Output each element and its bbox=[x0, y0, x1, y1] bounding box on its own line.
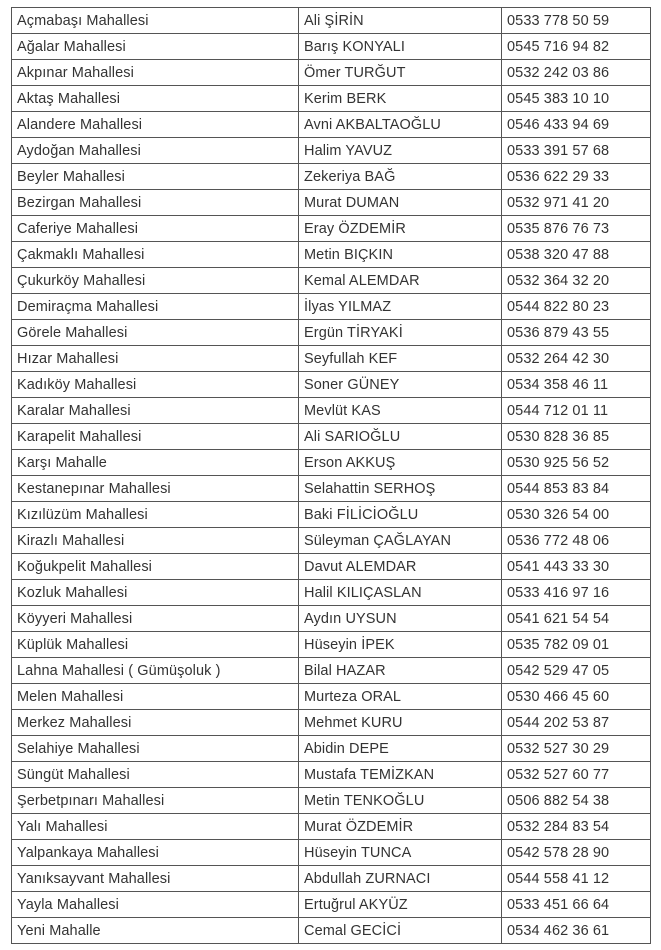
headman-name-cell: Seyfullah KEF bbox=[299, 346, 502, 372]
phone-cell: 0530 466 45 60 bbox=[502, 684, 651, 710]
neighborhood-cell: Aktaş Mahallesi bbox=[12, 86, 299, 112]
headman-name-cell: Aydın UYSUN bbox=[299, 606, 502, 632]
headman-name-cell: Metin TENKOĞLU bbox=[299, 788, 502, 814]
headman-name-cell: Ertuğrul AKYÜZ bbox=[299, 892, 502, 918]
table-row bbox=[12, 502, 651, 528]
table-row bbox=[12, 892, 651, 918]
table-row bbox=[12, 398, 651, 424]
headman-name-cell: Murat ÖZDEMİR bbox=[299, 814, 502, 840]
headman-name-cell: Bilal HAZAR bbox=[299, 658, 502, 684]
phone-cell: 0545 383 10 10 bbox=[502, 86, 651, 112]
phone-cell: 0546 433 94 69 bbox=[502, 112, 651, 138]
headman-name-cell: Murteza ORAL bbox=[299, 684, 502, 710]
neighborhood-cell: Köyyeri Mahallesi bbox=[12, 606, 299, 632]
table-row bbox=[12, 476, 651, 502]
phone-cell: 0536 879 43 55 bbox=[502, 320, 651, 346]
table-row bbox=[12, 320, 651, 346]
table-row bbox=[12, 86, 651, 112]
headman-name-cell: Süleyman ÇAĞLAYAN bbox=[299, 528, 502, 554]
phone-cell: 0532 264 42 30 bbox=[502, 346, 651, 372]
table-row bbox=[12, 346, 651, 372]
phone-cell: 0534 358 46 11 bbox=[502, 372, 651, 398]
neighborhood-cell: Yeni Mahalle bbox=[12, 918, 299, 944]
phone-cell: 0541 443 33 30 bbox=[502, 554, 651, 580]
phone-cell: 0533 778 50 59 bbox=[502, 8, 651, 34]
neighborhood-cell: Yalpankaya Mahallesi bbox=[12, 840, 299, 866]
neighborhood-cell: Ağalar Mahallesi bbox=[12, 34, 299, 60]
phone-cell: 0536 622 29 33 bbox=[502, 164, 651, 190]
headman-name-cell: Cemal GECİCİ bbox=[299, 918, 502, 944]
headman-name-cell: Hüseyin TUNCA bbox=[299, 840, 502, 866]
neighborhood-cell: Küplük Mahallesi bbox=[12, 632, 299, 658]
phone-cell: 0542 578 28 90 bbox=[502, 840, 651, 866]
phone-cell: 0542 529 47 05 bbox=[502, 658, 651, 684]
headman-name-cell: Kerim BERK bbox=[299, 86, 502, 112]
headman-name-cell: Mehmet KURU bbox=[299, 710, 502, 736]
neighborhood-cell: Yalı Mahallesi bbox=[12, 814, 299, 840]
neighborhood-cell: Görele Mahallesi bbox=[12, 320, 299, 346]
phone-cell: 0532 527 30 29 bbox=[502, 736, 651, 762]
table-row bbox=[12, 788, 651, 814]
neighborhood-cell: Koğukpelit Mahallesi bbox=[12, 554, 299, 580]
table-row bbox=[12, 34, 651, 60]
neighborhood-cell: Akpınar Mahallesi bbox=[12, 60, 299, 86]
phone-cell: 0532 971 41 20 bbox=[502, 190, 651, 216]
neighborhood-cell: Süngüt Mahallesi bbox=[12, 762, 299, 788]
phone-cell: 0532 527 60 77 bbox=[502, 762, 651, 788]
phone-cell: 0544 853 83 84 bbox=[502, 476, 651, 502]
neighborhood-cell: Yanıksayvant Mahallesi bbox=[12, 866, 299, 892]
neighborhood-cell: Karşı Mahalle bbox=[12, 450, 299, 476]
table-row bbox=[12, 372, 651, 398]
table-row bbox=[12, 866, 651, 892]
headman-name-cell: Erson AKKUŞ bbox=[299, 450, 502, 476]
phone-cell: 0506 882 54 38 bbox=[502, 788, 651, 814]
table-row bbox=[12, 450, 651, 476]
headmen-table bbox=[11, 7, 651, 944]
phone-cell: 0544 822 80 23 bbox=[502, 294, 651, 320]
headman-name-cell: Davut ALEMDAR bbox=[299, 554, 502, 580]
neighborhood-cell: Açmabaşı Mahallesi bbox=[12, 8, 299, 34]
headman-name-cell: Halil KILIÇASLAN bbox=[299, 580, 502, 606]
table-row bbox=[12, 840, 651, 866]
phone-cell: 0541 621 54 54 bbox=[502, 606, 651, 632]
phone-cell: 0534 462 36 61 bbox=[502, 918, 651, 944]
phone-cell: 0530 925 56 52 bbox=[502, 450, 651, 476]
headman-name-cell: Abidin DEPE bbox=[299, 736, 502, 762]
table-row bbox=[12, 294, 651, 320]
headman-name-cell: Zekeriya BAĞ bbox=[299, 164, 502, 190]
headman-name-cell: Selahattin SERHOŞ bbox=[299, 476, 502, 502]
phone-cell: 0533 416 97 16 bbox=[502, 580, 651, 606]
headman-name-cell: Mevlüt KAS bbox=[299, 398, 502, 424]
phone-cell: 0532 364 32 20 bbox=[502, 268, 651, 294]
headman-name-cell: Soner GÜNEY bbox=[299, 372, 502, 398]
headman-name-cell: Barış KONYALI bbox=[299, 34, 502, 60]
table-row bbox=[12, 762, 651, 788]
table-row bbox=[12, 242, 651, 268]
phone-cell: 0533 451 66 64 bbox=[502, 892, 651, 918]
neighborhood-cell: Çukurköy Mahallesi bbox=[12, 268, 299, 294]
phone-cell: 0545 716 94 82 bbox=[502, 34, 651, 60]
neighborhood-cell: Melen Mahallesi bbox=[12, 684, 299, 710]
table-row bbox=[12, 632, 651, 658]
neighborhood-cell: Çakmaklı Mahallesi bbox=[12, 242, 299, 268]
neighborhood-cell: Beyler Mahallesi bbox=[12, 164, 299, 190]
neighborhood-cell: Merkez Mahallesi bbox=[12, 710, 299, 736]
table-row bbox=[12, 736, 651, 762]
table-row bbox=[12, 710, 651, 736]
headman-name-cell: Mustafa TEMİZKAN bbox=[299, 762, 502, 788]
phone-cell: 0538 320 47 88 bbox=[502, 242, 651, 268]
phone-cell: 0532 284 83 54 bbox=[502, 814, 651, 840]
headman-name-cell: Ömer TURĞUT bbox=[299, 60, 502, 86]
neighborhood-cell: Aydoğan Mahallesi bbox=[12, 138, 299, 164]
neighborhood-cell: Kirazlı Mahallesi bbox=[12, 528, 299, 554]
headman-name-cell: Murat DUMAN bbox=[299, 190, 502, 216]
neighborhood-cell: Kozluk Mahallesi bbox=[12, 580, 299, 606]
table-row bbox=[12, 112, 651, 138]
headman-name-cell: Avni AKBALTAOĞLU bbox=[299, 112, 502, 138]
phone-cell: 0533 391 57 68 bbox=[502, 138, 651, 164]
table-row bbox=[12, 684, 651, 710]
headman-name-cell: Ergün TİRYAKİ bbox=[299, 320, 502, 346]
table-row bbox=[12, 8, 651, 34]
neighborhood-cell: Demiraçma Mahallesi bbox=[12, 294, 299, 320]
table-row bbox=[12, 658, 651, 684]
headman-name-cell: Hüseyin İPEK bbox=[299, 632, 502, 658]
neighborhood-cell: Şerbetpınarı Mahallesi bbox=[12, 788, 299, 814]
neighborhood-cell: Yayla Mahallesi bbox=[12, 892, 299, 918]
phone-cell: 0544 712 01 11 bbox=[502, 398, 651, 424]
table-row bbox=[12, 268, 651, 294]
neighborhood-cell: Karapelit Mahallesi bbox=[12, 424, 299, 450]
neighborhood-cell: Kızılüzüm Mahallesi bbox=[12, 502, 299, 528]
neighborhood-cell: Kestanepınar Mahallesi bbox=[12, 476, 299, 502]
headmen-directory bbox=[11, 7, 650, 944]
neighborhood-cell: Bezirgan Mahallesi bbox=[12, 190, 299, 216]
phone-cell: 0544 202 53 87 bbox=[502, 710, 651, 736]
neighborhood-cell: Caferiye Mahallesi bbox=[12, 216, 299, 242]
headman-name-cell: Baki FİLİCİOĞLU bbox=[299, 502, 502, 528]
phone-cell: 0544 558 41 12 bbox=[502, 866, 651, 892]
headman-name-cell: Eray ÖZDEMİR bbox=[299, 216, 502, 242]
neighborhood-cell: Karalar Mahallesi bbox=[12, 398, 299, 424]
neighborhood-cell: Hızar Mahallesi bbox=[12, 346, 299, 372]
table-row bbox=[12, 606, 651, 632]
table-row bbox=[12, 814, 651, 840]
neighborhood-cell: Lahna Mahallesi ( Gümüşoluk ) bbox=[12, 658, 299, 684]
table-body bbox=[12, 8, 651, 944]
headman-name-cell: Ali ŞİRİN bbox=[299, 8, 502, 34]
headman-name-cell: İlyas YILMAZ bbox=[299, 294, 502, 320]
headman-name-cell: Kemal ALEMDAR bbox=[299, 268, 502, 294]
table-row bbox=[12, 190, 651, 216]
phone-cell: 0530 828 36 85 bbox=[502, 424, 651, 450]
table-row bbox=[12, 424, 651, 450]
phone-cell: 0530 326 54 00 bbox=[502, 502, 651, 528]
table-row bbox=[12, 554, 651, 580]
neighborhood-cell: Alandere Mahallesi bbox=[12, 112, 299, 138]
headman-name-cell: Abdullah ZURNACI bbox=[299, 866, 502, 892]
phone-cell: 0536 772 48 06 bbox=[502, 528, 651, 554]
phone-cell: 0535 876 76 73 bbox=[502, 216, 651, 242]
table-row bbox=[12, 164, 651, 190]
table-row bbox=[12, 138, 651, 164]
table-row bbox=[12, 60, 651, 86]
table-row bbox=[12, 528, 651, 554]
neighborhood-cell: Selahiye Mahallesi bbox=[12, 736, 299, 762]
headman-name-cell: Ali SARIOĞLU bbox=[299, 424, 502, 450]
table-row bbox=[12, 580, 651, 606]
table-row bbox=[12, 216, 651, 242]
phone-cell: 0535 782 09 01 bbox=[502, 632, 651, 658]
headman-name-cell: Metin BIÇKIN bbox=[299, 242, 502, 268]
table-row bbox=[12, 918, 651, 944]
phone-cell: 0532 242 03 86 bbox=[502, 60, 651, 86]
neighborhood-cell: Kadıköy Mahallesi bbox=[12, 372, 299, 398]
headman-name-cell: Halim YAVUZ bbox=[299, 138, 502, 164]
